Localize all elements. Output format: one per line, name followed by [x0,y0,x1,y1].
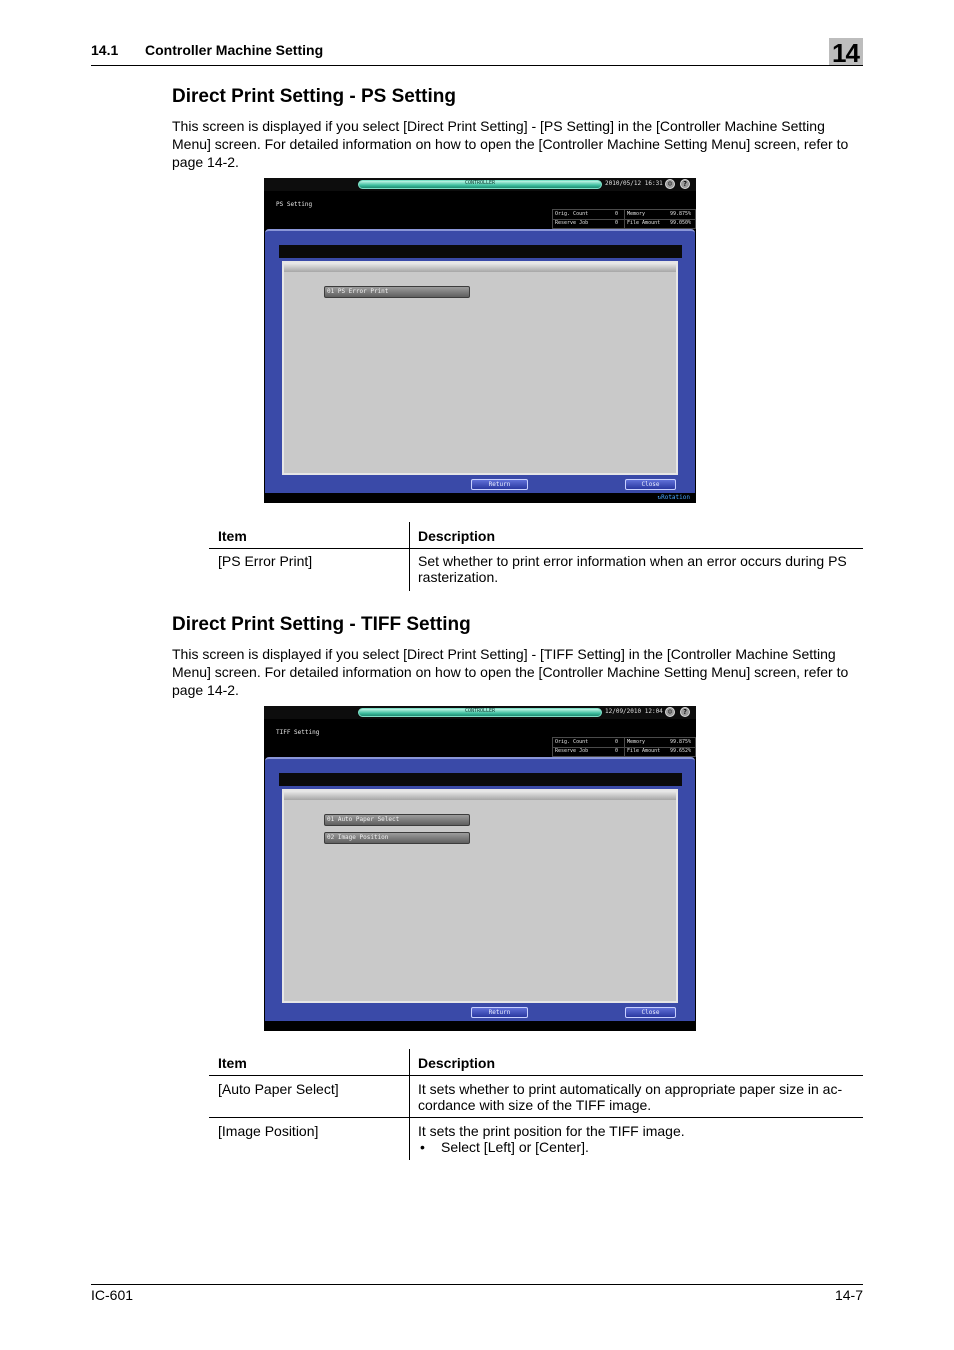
table-row: [Auto Paper Select] It sets whether to print automatically on appropriate paper size in ac-cordance with size of the TIFF image. [209,1076,863,1118]
controller-banner: CONTROLLER [358,180,602,189]
section-number: 14.1 [91,42,119,58]
menu-item-ps-error-print[interactable]: 01 PS Error Print [324,286,470,298]
screen-datetime: 12/09/2010 12:04 [605,708,663,715]
tiff-setting-screenshot [264,706,696,1031]
footer-rule [91,1284,863,1285]
help-icon[interactable]: ? [680,179,690,189]
status-panel: Orig. Count 0 Memory 99.875% Reserve Job 0 File Amount 99.050% [552,209,696,229]
chapter-number: 14 [832,38,859,68]
footer-page-number: 14-7 [834,1287,863,1303]
footer-model: IC-601 [91,1287,134,1303]
running-header [91,42,323,58]
screen-inner-header [279,245,682,258]
ps-settings-table [209,522,863,591]
section-heading-tiff: Direct Print Setting - TIFF Setting [172,614,471,635]
return-button[interactable]: Return [471,1007,528,1018]
bullet-item: • Select [Left] or [Center]. [418,1139,863,1155]
menu-panel [282,789,678,1003]
header-rule [91,65,863,66]
section-title: Controller Machine Setting [145,42,324,58]
screen-title: TIFF Setting [276,729,320,736]
ps-setting-screenshot [264,178,696,503]
table-row: [PS Error Print] Set whether to print error information when an error occurs during PS rasterization. [209,549,863,591]
close-button[interactable]: Close [625,479,676,490]
rotation-link[interactable]: ↻Rotation [657,494,690,501]
menu-item-image-position[interactable]: 02 Image Position [324,832,470,844]
return-button[interactable]: Return [471,479,528,490]
menu-panel [282,261,678,475]
section-paragraph-ps: This screen is displayed if you select [Direct Print Setting] - [PS Setting] in the [Controller Machine Setting Menu] screen. For detailed information on how to open the [Controller Machine Setting Menu] screen, refer to page 14-2. [172,118,849,170]
rotation-icon: ↻ [657,494,662,501]
settings-icon[interactable]: ☺ [665,707,675,717]
screen-datetime: 2010/05/12 16:31 [605,180,663,187]
help-icon[interactable]: ? [680,707,690,717]
section-heading-ps: Direct Print Setting - PS Setting [172,86,456,107]
table-header-row: Item Description [209,1049,863,1076]
section-paragraph-tiff: This screen is displayed if you select [Direct Print Setting] - [TIFF Setting] in the [Controller Machine Setting Menu] screen. For detailed information on how to open the [Controller Machine Setting Menu] screen, refer to page 14-2. [172,646,849,698]
status-panel: Orig. Count 0 Memory 99.875% Reserve Job 0 File Amount 99.652% [552,737,696,757]
settings-icon[interactable]: ☺ [665,179,675,189]
table-row: [Image Position] It sets the print position for the TIFF image. • Select [Left] or [Center]. [209,1118,863,1160]
table-header-row: Item Description [209,522,863,549]
tiff-settings-table [209,1049,863,1160]
screen-inner-header [279,773,682,786]
close-button[interactable]: Close [625,1007,676,1018]
screen-title: PS Setting [276,201,313,208]
menu-item-auto-paper-select[interactable]: 01 Auto Paper Select [324,814,470,826]
controller-banner: CONTROLLER [358,708,602,717]
